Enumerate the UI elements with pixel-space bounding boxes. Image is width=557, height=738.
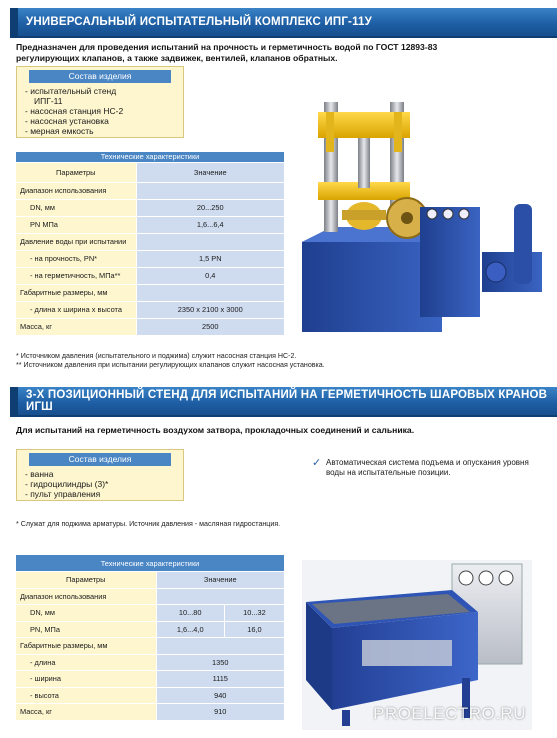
footnotes bbox=[16, 352, 456, 370]
table-cell: 10...80 bbox=[156, 605, 224, 622]
table-cell bbox=[156, 588, 284, 605]
composition-caption: Состав изделия bbox=[29, 453, 171, 466]
feature-text: Автоматическая система подъема и опускания уровня воды на испытательные позиции. bbox=[326, 458, 529, 477]
table-cell: Масса, кг bbox=[16, 704, 156, 721]
table-row bbox=[16, 250, 284, 267]
column-header: Параметры bbox=[16, 572, 156, 589]
table-cell: 0,4 bbox=[136, 267, 284, 284]
composition-box bbox=[16, 66, 184, 138]
column-header: Параметры bbox=[16, 162, 136, 182]
table-cell bbox=[156, 638, 284, 655]
list-item: - насосная установка bbox=[25, 116, 109, 126]
table-row bbox=[16, 301, 284, 318]
section-intro: Предназначен для проведения испытаний на прочность и герметичность водой по ГОСТ 12893-83 регулирующих клапанов, а также задвижек, вентилей, клапанов обратных. bbox=[16, 42, 438, 63]
footnote: * Служат для поджима арматуры. Источник давления - масляная гидростанция. bbox=[16, 520, 281, 528]
table-cell bbox=[136, 182, 284, 199]
table-row bbox=[16, 671, 284, 688]
table-row bbox=[16, 638, 284, 655]
table-cell: 1350 bbox=[156, 654, 284, 671]
table-row bbox=[16, 216, 284, 233]
banner-accent bbox=[10, 387, 18, 415]
table-row bbox=[16, 704, 284, 721]
list-item: - ванна bbox=[25, 469, 54, 479]
table-cell: DN, мм bbox=[16, 199, 136, 216]
table-row bbox=[16, 588, 284, 605]
table-cell: Давление воды при испытании bbox=[16, 233, 136, 250]
section-banner-igsh bbox=[10, 387, 557, 417]
column-header: Значение bbox=[156, 572, 284, 589]
table-cell: PN МПа bbox=[16, 216, 136, 233]
specs-table bbox=[16, 152, 284, 336]
table-row bbox=[16, 233, 284, 250]
test-stand-photo bbox=[292, 92, 554, 340]
table-cell bbox=[136, 284, 284, 301]
checkmark-icon: ✓ bbox=[312, 457, 322, 469]
table-cell: PN, МПа bbox=[16, 621, 156, 638]
table-cell: - ширина bbox=[16, 671, 156, 688]
list-item: - насосная станция НС-2 bbox=[25, 106, 124, 116]
table-cell: - на герметичность, МПа** bbox=[16, 267, 136, 284]
table-cell: Масса, кг bbox=[16, 318, 136, 335]
banner-accent bbox=[10, 8, 18, 36]
specs-caption: Технические характеристики bbox=[16, 555, 284, 572]
list-item: - пульт управления bbox=[25, 489, 101, 499]
table-cell: - высота bbox=[16, 687, 156, 704]
table-cell: 1,6...4,0 bbox=[156, 621, 224, 638]
table-cell: 940 bbox=[156, 687, 284, 704]
composition-caption: Состав изделия bbox=[29, 70, 171, 83]
table-cell: 1,6...6,4 bbox=[136, 216, 284, 233]
table-row bbox=[16, 199, 284, 216]
table-row bbox=[16, 654, 284, 671]
table-cell: 910 bbox=[156, 704, 284, 721]
list-item: ИПГ-11 bbox=[34, 96, 63, 106]
composition-list bbox=[17, 466, 183, 503]
footnote-2: ** Источником давления при испытании регулирующих клапанов служит насосная установка. bbox=[16, 361, 325, 369]
feature-item bbox=[312, 458, 532, 478]
table-cell: 2350 х 2100 х 3000 bbox=[136, 301, 284, 318]
list-item: - испытательный стенд bbox=[25, 86, 117, 96]
table-cell: 2500 bbox=[136, 318, 284, 335]
table-cell bbox=[136, 233, 284, 250]
table-row bbox=[16, 182, 284, 199]
table-row bbox=[16, 284, 284, 301]
table-cell: Габаритные размеры, мм bbox=[16, 284, 136, 301]
specs-caption: Технические характеристики bbox=[16, 152, 284, 162]
table-cell: - на прочность, PN* bbox=[16, 250, 136, 267]
table-cell: DN, мм bbox=[16, 605, 156, 622]
column-header: Значение bbox=[136, 162, 284, 182]
composition-box bbox=[16, 449, 184, 501]
list-item: - мерная емкость bbox=[25, 126, 94, 136]
section-banner-ipg bbox=[10, 8, 557, 38]
table-cell: 16,0 bbox=[224, 621, 284, 638]
table-cell: 1115 bbox=[156, 671, 284, 688]
composition-list bbox=[17, 83, 183, 140]
specs-table bbox=[16, 555, 284, 721]
section-title: 3-Х ПОЗИЦИОННЫЙ СТЕНД ДЛЯ ИСПЫТАНИЙ НА ГЕРМЕТИЧНОСТЬ ШАРОВЫХ КРАНОВ ИГШ bbox=[26, 389, 548, 413]
table-cell: 20...250 bbox=[136, 199, 284, 216]
table-cell: - длина х ширина х высота bbox=[16, 301, 136, 318]
table-row bbox=[16, 605, 284, 622]
footnote-1: * Источником давления (испытательного и поджима) служит насосная станция НС-2. bbox=[16, 352, 297, 360]
section-title: УНИВЕРСАЛЬНЫЙ ИСПЫТАТЕЛЬНЫЙ КОМПЛЕКС ИПГ-11У bbox=[26, 16, 372, 28]
table-cell: - длина bbox=[16, 654, 156, 671]
table-row bbox=[16, 687, 284, 704]
tank-stand-photo bbox=[302, 560, 532, 730]
table-cell: Диапазон использования bbox=[16, 182, 136, 199]
table-cell: 1,5 PN bbox=[136, 250, 284, 267]
list-item: - гидроцилиндры (3)* bbox=[25, 479, 109, 489]
table-cell: Диапазон использования bbox=[16, 588, 156, 605]
table-row bbox=[16, 318, 284, 335]
table-cell: 10...32 bbox=[224, 605, 284, 622]
test-stand-illustration bbox=[292, 92, 554, 340]
watermark: PROELECTRO.RU bbox=[373, 704, 526, 723]
section-intro: Для испытаний на герметичность воздухом затвора, прокладочных соединений и сальника. bbox=[16, 425, 415, 435]
table-row bbox=[16, 621, 284, 638]
table-cell: Габаритные размеры, мм bbox=[16, 638, 156, 655]
table-row bbox=[16, 267, 284, 284]
